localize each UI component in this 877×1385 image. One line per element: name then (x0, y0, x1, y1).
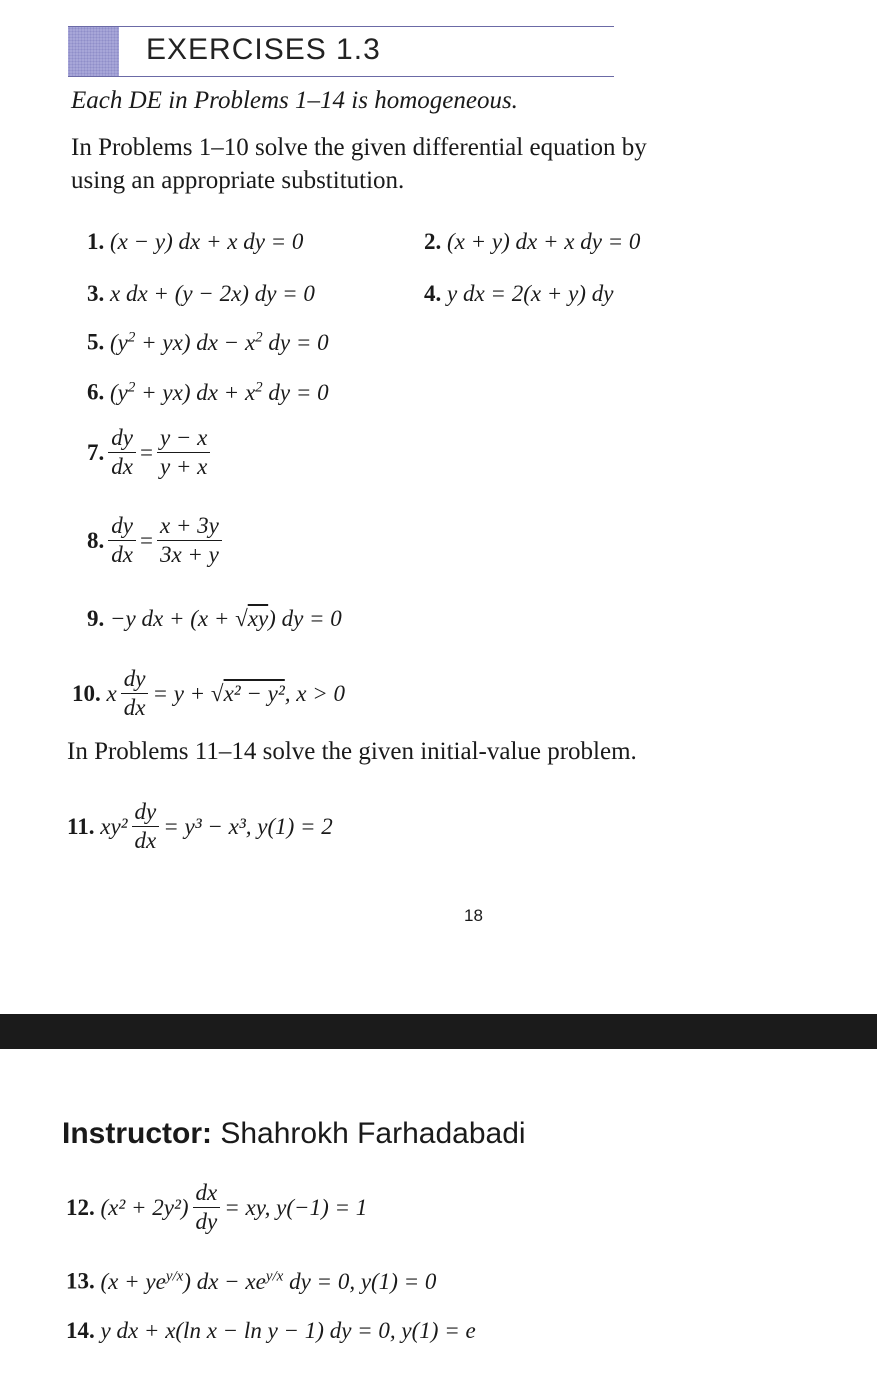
problem-7: 7. $\frac{dy}{dx}$ = $\frac{y - x}{y + x}$ (87, 426, 214, 479)
problem-5: 5. $(y^2 + yx)$ dx − $x^2$ dy = 0 (87, 329, 329, 355)
p12-fraction: $\frac{dx}{dy}$ (193, 1181, 221, 1234)
p10-fraction: $\frac{dy}{dx}$ (121, 667, 149, 720)
instructor-line: Instructor: Shahrokh Farhadabadi (62, 1117, 526, 1150)
instruction-11-14: In Problems 11–14 solve the given initial-value problem. (67, 738, 637, 765)
problem-2: 2. (x + y) dx + x dy = 0 (424, 229, 641, 254)
section-header (68, 26, 614, 77)
problem-12: 12. (x² + 2y²) $\frac{dx}{dy}$ = xy, y(−1) = 1 (66, 1180, 368, 1235)
problem-9: 9. −y dx + (x + √xy) dy = 0 (87, 606, 342, 631)
section-title: EXERCISES 1.3 (146, 33, 381, 66)
problem-8: 8. $\frac{dy}{dx}$ = $\frac{x + 3y}{3x + y}$ (87, 514, 226, 567)
header-color-swatch (68, 27, 119, 76)
p8-rhs-fraction: $\frac{x + 3y}{3x + y}$ (157, 514, 222, 567)
problem-4: 4. y dx = 2(x + y) dy (424, 281, 614, 306)
p7-lhs-fraction: $\frac{dy}{dx}$ (108, 426, 136, 479)
problem-14: 14. y dx + x(ln x − ln y − 1) dy = 0, y(1) = e (66, 1318, 476, 1343)
p8-lhs-fraction: $\frac{dy}{dx}$ (108, 514, 136, 567)
instruction-1-10-line2: using an appropriate substitution. (71, 167, 405, 194)
page-divider-bar (0, 1014, 877, 1049)
page-number: 18 (464, 906, 483, 925)
problem-11: 11. xy² $\frac{dy}{dx}$ = y³ − x³, y(1) = 2 (67, 799, 333, 854)
problem-1: 1. (x − y) dx + x dy = 0 (87, 229, 304, 254)
problem-6: 6. $(y^2 + yx)$ dx + $x^2$ dy = 0 (87, 379, 329, 405)
p11-fraction: $\frac{dy}{dx}$ (132, 800, 160, 853)
instruction-1-10-line1: In Problems 1–10 solve the given differential equation by (71, 134, 647, 161)
problem-10: 10. x $\frac{dy}{dx}$ = y + √x² − y², x > 0 (72, 666, 346, 721)
problem-13: 13. $(x + ye^{y/x})$ dx − $xe^{y/x}$ dy = 0, y(1) = 0 (66, 1268, 437, 1294)
p7-rhs-fraction: $\frac{y - x}{y + x}$ (157, 426, 210, 479)
homogeneous-note: Each DE in Problems 1–14 is homogeneous. (71, 87, 518, 114)
problem-3: 3. x dx + (y − 2x) dy = 0 (87, 281, 315, 306)
